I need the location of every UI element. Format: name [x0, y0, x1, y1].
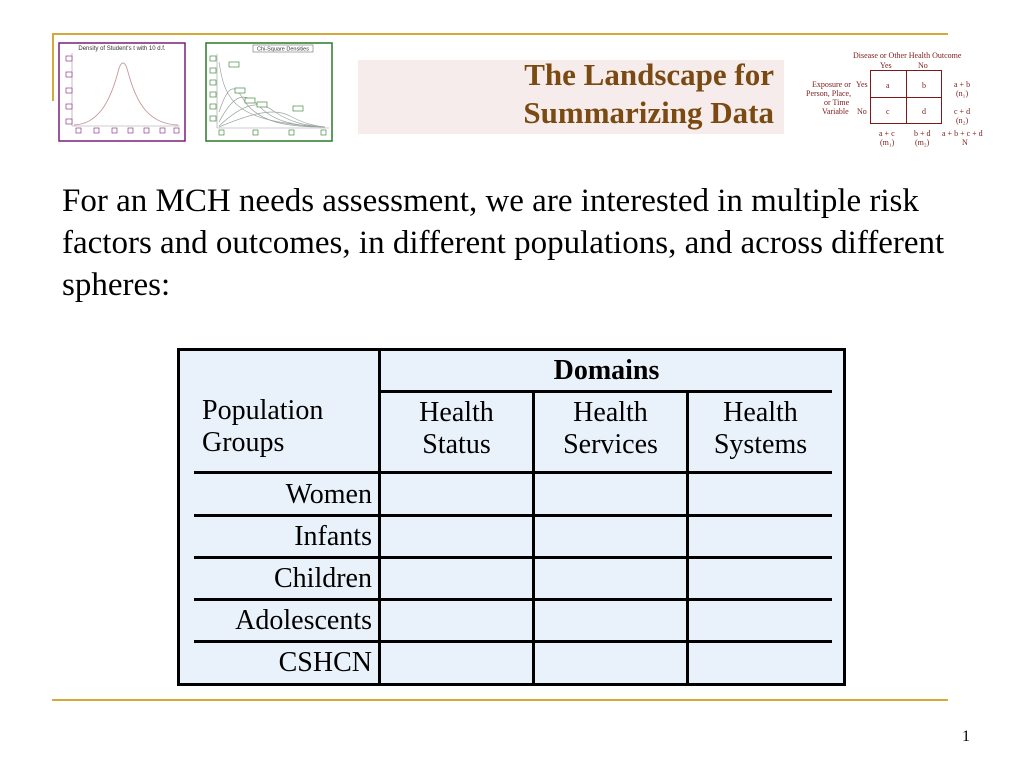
contingency-row-total-1-sub: (n₁) — [956, 89, 969, 98]
table-hline-header — [194, 471, 832, 474]
top-left-accent-vertical — [52, 33, 54, 101]
population-groups-header-line-1: Population — [202, 395, 324, 426]
contingency-row-total-2: c + d — [954, 107, 971, 116]
contingency-exposure-label-4: Variable — [822, 107, 849, 116]
contingency-cell-d: d — [922, 107, 926, 116]
contingency-cell-a: a — [886, 81, 890, 90]
t-density-thumbnail — [58, 42, 186, 142]
top-accent-rule — [52, 33, 948, 35]
contingency-header: Disease or Other Health Outcome — [853, 51, 962, 60]
table-hline-row-3 — [194, 598, 832, 601]
contingency-exposure-label-1: Exposure or — [812, 80, 851, 89]
chi-square-title: Chi-Square Densities — [257, 46, 309, 53]
contingency-col-total-2: b + d — [914, 129, 931, 138]
domains-table — [177, 348, 846, 686]
t-density-title: Density of Student's t with 10 d.f. — [78, 46, 166, 52]
column-header-line-2: Systems — [713, 429, 808, 460]
row-label-women: Women — [285, 479, 372, 510]
column-header-health-services — [535, 397, 686, 461]
slide-title — [358, 56, 774, 132]
body-paragraph: For an MCH needs assessment, we are interested in multiple risk factors and outcomes, in different populations, and across different spheres: — [62, 183, 945, 303]
table-hline-row-1 — [194, 514, 832, 517]
domains-header: Domains — [553, 355, 660, 386]
column-header-health-status — [381, 397, 532, 461]
contingency-table-graphic — [800, 50, 996, 150]
contingency-grand-total: a + b + c + d — [942, 129, 983, 138]
contingency-exposure-label-2: Person, Place, — [806, 89, 852, 98]
column-header-line-2: Status — [422, 429, 491, 460]
contingency-col-yes: Yes — [880, 61, 892, 70]
contingency-col-no: No — [918, 61, 928, 70]
bottom-accent-rule — [52, 699, 948, 701]
chi-square-thumbnail — [205, 42, 333, 142]
column-header-line-2: Services — [563, 429, 658, 460]
contingency-row-yes: Yes — [856, 80, 868, 89]
row-label-adolescents: Adolescents — [235, 605, 372, 636]
slide-title-line-2: Summarizing Data — [523, 95, 774, 130]
table-hline-domains — [378, 390, 832, 393]
column-header-line-1: Health — [419, 397, 494, 428]
table-hline-row-4 — [194, 640, 832, 643]
column-header-line-1: Health — [573, 397, 648, 428]
contingency-exposure-label-3: or Time — [824, 98, 850, 107]
contingency-col-total-1: a + c — [879, 129, 895, 138]
page-number: 1 — [962, 728, 970, 745]
chi-square-chart-icon — [205, 42, 333, 142]
column-header-line-1: Health — [723, 397, 798, 428]
table-hline-row-2 — [194, 556, 832, 559]
population-groups-header — [202, 395, 323, 459]
contingency-col-total-2-sub: (m₂) — [915, 138, 930, 147]
t-density-chart-icon — [58, 42, 186, 142]
contingency-row-total-1: a + b — [954, 80, 971, 89]
contingency-grand-total-sub: N — [962, 138, 968, 147]
contingency-col-total-1-sub: (m₁) — [880, 138, 895, 147]
contingency-grid — [870, 70, 942, 124]
population-groups-header-line-2: Groups — [202, 427, 285, 458]
column-header-health-systems — [689, 397, 832, 461]
row-label-cshcn: CSHCN — [278, 647, 372, 678]
contingency-row-total-2-sub: (n₂) — [956, 116, 969, 125]
slide-title-line-1: The Landscape for — [524, 57, 774, 92]
contingency-row-no: No — [857, 107, 867, 116]
contingency-cell-c: c — [886, 107, 890, 116]
row-label-infants: Infants — [294, 521, 372, 552]
row-label-children: Children — [274, 563, 372, 594]
contingency-cell-b: b — [922, 81, 926, 90]
